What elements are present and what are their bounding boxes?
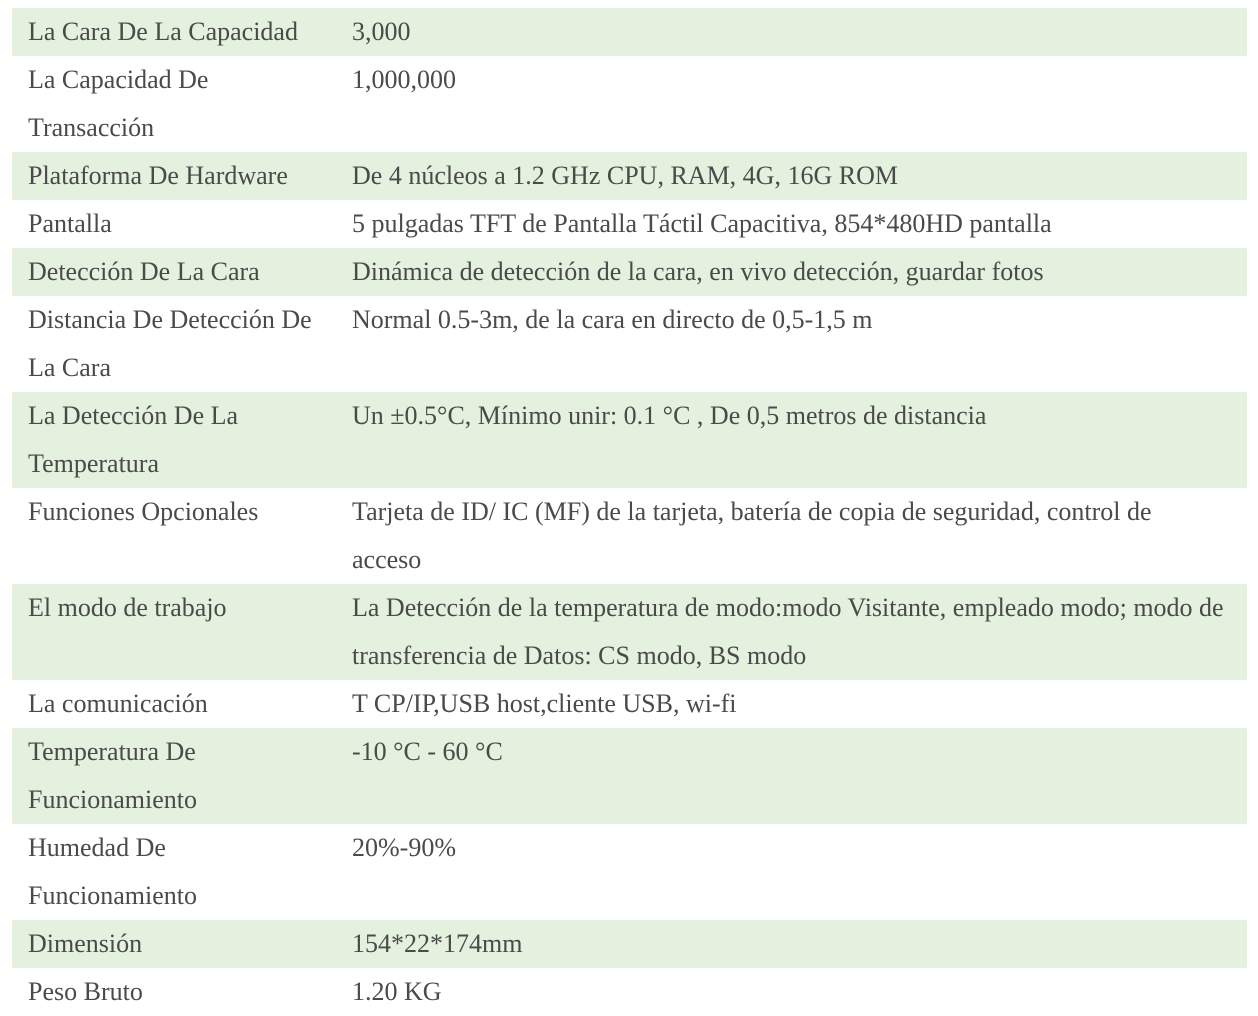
spec-label: Pantalla [28,209,112,238]
spec-label: Distancia De Detección De La Cara [28,305,312,382]
table-row [12,56,1247,152]
table-row [12,824,1247,920]
table-row [12,248,1247,296]
spec-value: De 4 núcleos a 1.2 GHz CPU, RAM, 4G, 16G ROM [336,152,1247,200]
table-row [12,968,1247,1016]
table-row [12,488,1247,584]
spec-label: El modo de trabajo [12,584,336,680]
spec-value: Normal 0.5-3m, de la cara en directo de 0,5-1,5 m [352,305,873,334]
spec-value: 3,000 [336,8,1247,56]
table-row [12,680,1247,728]
spec-value: 154*22*174mm [336,920,1247,968]
spec-label: Detección De La Cara [12,248,336,296]
table-row [12,728,1247,824]
spec-label: Temperatura De Funcionamiento [12,728,336,824]
table-row [12,584,1247,680]
spec-label: Peso Bruto [28,977,143,1006]
spec-label: La Detección De La Temperatura [12,392,336,488]
spec-value: 1,000,000 [352,65,456,94]
spec-label: La comunicación [28,689,208,718]
table-row [12,200,1247,248]
table-row [12,8,1247,56]
spec-table [12,8,1247,1016]
spec-value: La Detección de la temperatura de modo:modo Visitante, empleado modo; modo de transferencia de Datos: CS modo, BS modo [336,584,1247,680]
spec-value: 1.20 KG [352,977,442,1006]
spec-value: -10 °C - 60 °C [336,728,1247,824]
spec-value: Dinámica de detección de la cara, en vivo detección, guardar fotos [336,248,1247,296]
spec-label: Plataforma De Hardware [12,152,336,200]
table-row [12,920,1247,968]
spec-value: 5 pulgadas TFT de Pantalla Táctil Capacitiva, 854*480HD pantalla [352,209,1052,238]
spec-value: Tarjeta de ID/ IC (MF) de la tarjeta, batería de copia de seguridad, control de acceso [352,497,1152,574]
spec-value: 20%-90% [352,833,456,862]
spec-value: T CP/IP,USB host,cliente USB, wi-fi [352,689,737,718]
spec-value: Un ±0.5°C, Mínimo unir: 0.1 °C , De 0,5 metros de distancia [336,392,1247,488]
table-row [12,296,1247,392]
table-row [12,392,1247,488]
table-row [12,152,1247,200]
spec-label: Dimensión [12,920,336,968]
spec-label: Funciones Opcionales [28,497,259,526]
spec-label: Humedad De Funcionamiento [28,833,197,910]
spec-label: La Capacidad De Transacción [28,65,209,142]
spec-label: La Cara De La Capacidad [12,8,336,56]
